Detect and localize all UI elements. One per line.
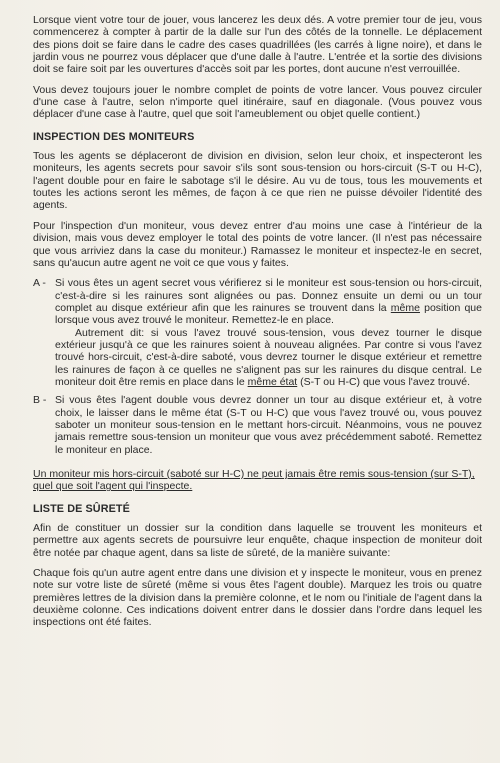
rule-item-b [33,394,482,456]
rule-item-b-text: Si vous êtes l'agent double vous devrez donner un tour au disque extérieur et, à votre choix, le laisser dans le même état (S-T ou H-C) que vous l'avez trouvé ou, vous pouvez saboter un moniteur sous-tension en le mettant hors-circuit. Néanmoins, vous ne pouvez jamais remettre sous-tension un moniteur que vous avez précédemment saboté. Remettez le moniteur en place. [55,394,482,456]
rule-item-a-part-2: Autrement dit: si vous l'avez trouvé sous-tension, vous devez tourner le disque extérieur jusqu'à ce que les rainures soient à nouveau alignées. Par contre si vous l'avez trouvé hors-circuit, c'est-à-dire saboté, vous devrez tourner le disque extérieur et remettre les rainures de façon à ce quelles ne s'alignent pas sur les rainures du disque central. Le moniteur doit être remis en place dans le même état (S-T ou H-C) que vous l'avez trouvé. [55,326,482,388]
warning-note: Un moniteur mis hors-circuit (saboté sur H-C) ne peut jamais être remis sous-tension (sur S-T), quel que soit l'agent qui l'inspecte. [33,468,475,493]
rule-item-a-text [55,277,482,388]
surete-paragraph-1: Afin de constituer un dossier sur la condition dans laquelle se trouvent les moniteurs et permettre aux agents secrets de poursuivre leur enquête, chaque inspection de moniteur doit être notée par chaque agent, dans sa liste de sûreté, de la manière suivante: [33,522,482,559]
intro-paragraph-1: Lorsque vient votre tour de jouer, vous lancerez les deux dés. A votre premier tour de jeu, vous commencerez à compter à partir de la dalle sur l'un des côtés de la tonnelle. Le déplacement des pions doit se faire dans le cadre des cases quadrillées (les carrés à ligne noire), et dans le jardin vous ne pourrez vous déplacer que d'une dalle à l'autre. L'entrée et la sortie des divisions doit se faire soit par les ouvertures d'accès soit par les portes, dont aucune n'est verrouillée. [33,14,482,76]
intro-paragraph-2: Vous devez toujours jouer le nombre complet de points de votre lancer. Vous pouvez circuler d'une case à l'autre, selon n'importe quel itinéraire, sauf en diagonale. (Vous pouvez vous déplacer d'une case à l'autre, quel que soit l'ameublement ou objet quelle contient.) [33,83,482,121]
section-heading-inspection: INSPECTION DES MONITEURS [33,130,195,143]
emphasis-meme: même [390,301,420,314]
rule-item-a-part-1: Si vous êtes un agent secret vous vérifierez si le moniteur est sous-tension ou hors-circuit, c'est-à-dire si les rainures sont alignées ou pas. Donnez ensuite un demi ou un tour complet au disque extérieur afin que les rainures se trouvent dans la même position que lorsque vous avez trouvé le moniteur. Remettez-le en place. [55,277,482,327]
rule-item-a [33,277,482,388]
section-heading-surete: LISTE DE SÛRETÉ [33,502,130,515]
emphasis-meme-etat: même état [247,375,298,388]
rule-item-b-label: B - [33,394,47,407]
inspection-paragraph-2: Pour l'inspection d'un moniteur, vous devez entrer d'au moins une case à l'intérieur de la division, mais vous devez employer le total des points de votre lancer. (Il n'est pas nécessaire que vous arriviez dans la case du moniteur.) Ramassez le moniteur et inspectez-le en secret, sans qu'aucun autre agent ne voit ce que vous y faites. [33,219,482,269]
surete-paragraph-2: Chaque fois qu'un autre agent entre dans une division et y inspecte le moniteur, vous en prenez note sur votre liste de sûreté (même si vous êtes l'agent double). Marquez les trois ou quatre premières lettres de la division dans la première colonne, et le nom ou l'initiale de l'agent dans la deuxième colonne. Ces indications doivent entrer dans le dossier dans l'ordre dans lequel les inspections ont été faites. [33,567,482,629]
inspection-paragraph-1: Tous les agents se déplaceront de division en division, selon leur choix, et inspecteront les moniteurs, les agents secrets pour savoir s'ils sont sous-tension ou hors-circuit (S-T ou H-C), l'agent double pour en faire le sabotage s'il le désire. Au vu de tous, tous les mouvements et toutes les actions seront les mêmes, de façon à ce que rien ne puisse dévoiler l'identité des agents. [33,150,482,212]
rule-item-a-label: A - [33,277,46,290]
